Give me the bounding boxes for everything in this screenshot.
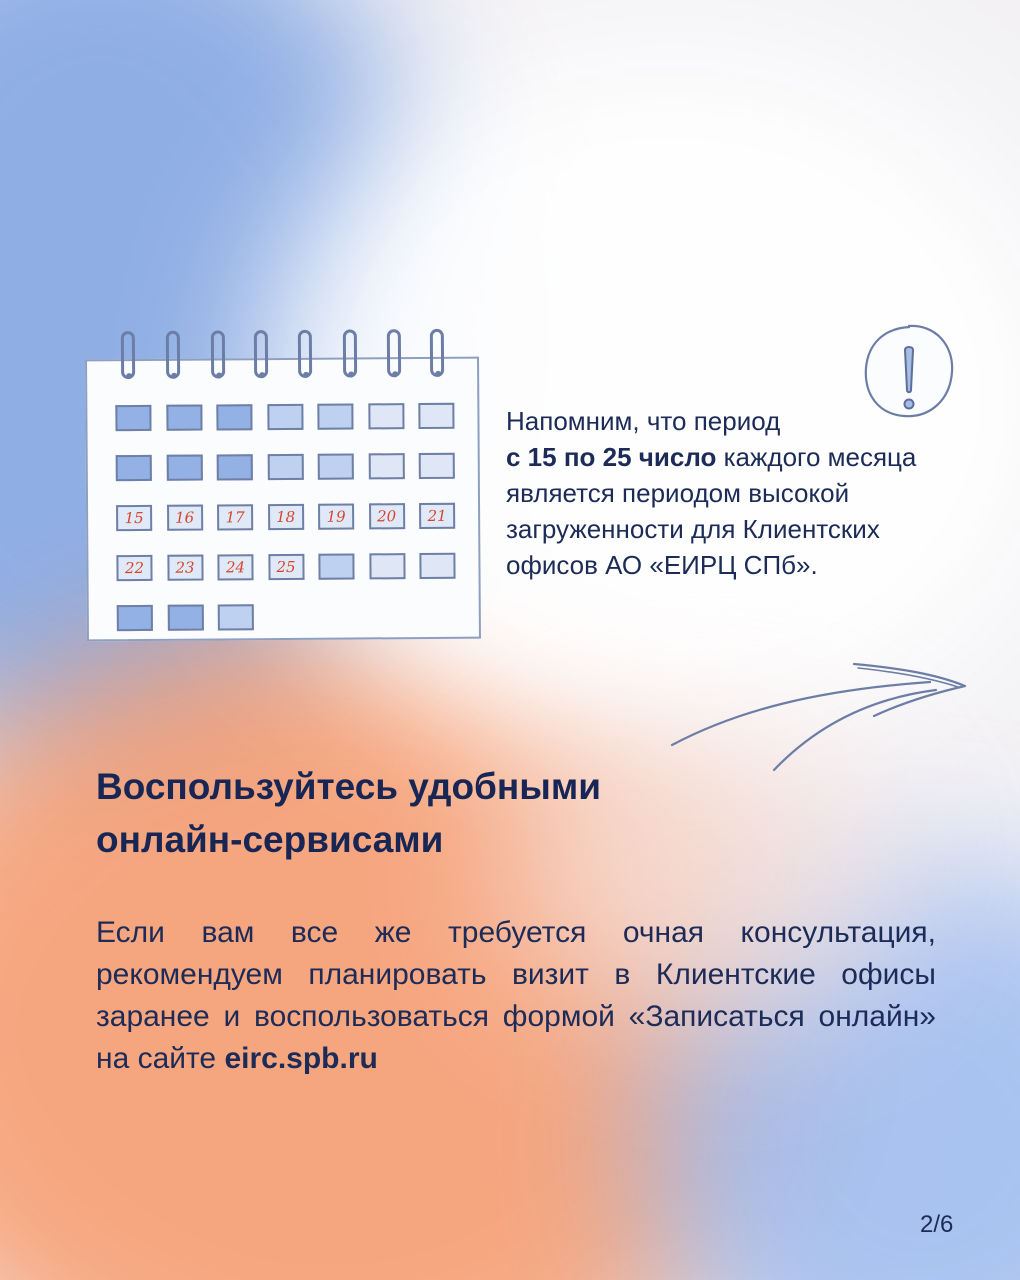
calendar-day-cell — [368, 453, 404, 479]
calendar-day-23: 23 — [167, 555, 203, 581]
calendar-day-16: 16 — [167, 505, 203, 531]
heading-line1: Воспользуйтесь удобными — [96, 766, 601, 807]
calendar-day-cell — [318, 454, 354, 480]
body-paragraph — [96, 912, 936, 1080]
calendar-day-24: 24 — [217, 554, 253, 580]
calendar-day-cell — [317, 404, 353, 430]
calendar-day-cell — [116, 455, 152, 481]
body-text: Если вам все же требуется очная консультация, рекомендуем планировать визит в Клиентские офисы заранее и воспользоваться формой «Записаться онлайн» на сайте — [96, 916, 936, 1075]
calendar-day-20: 20 — [369, 503, 405, 529]
arrow-icon — [668, 652, 973, 777]
notice-line1: Напомним, что период — [506, 406, 781, 436]
calendar-day-17: 17 — [217, 504, 253, 530]
page-indicator: 2/6 — [920, 1211, 954, 1238]
calendar-day-cell — [217, 454, 253, 480]
calendar-day-22: 22 — [116, 555, 152, 581]
notice-bold-period: с 15 по 25 число — [506, 442, 717, 472]
calendar-day-cell — [216, 404, 252, 430]
calendar-day-21: 21 — [419, 503, 455, 529]
calendar-day-cell — [115, 405, 151, 431]
calendar-day-cell — [267, 404, 303, 430]
notice-text — [506, 403, 946, 583]
calendar-day-25: 25 — [268, 554, 304, 580]
calendar-day-cell — [117, 605, 153, 631]
calendar-day-cell — [368, 403, 404, 429]
calendar-day-cell — [419, 553, 455, 579]
calendar-day-cell — [166, 405, 202, 431]
calendar-day-15: 15 — [116, 505, 152, 531]
heading-line2: онлайн-сервисами — [96, 819, 444, 860]
notice-rest: каждого месяца является периодом высокой загруженности для Клиентских офисов АО «ЕИРЦ СПб». — [506, 442, 917, 580]
calendar-day-cell — [418, 403, 454, 429]
calendar-grid — [115, 403, 456, 633]
calendar-day-18: 18 — [268, 504, 304, 530]
page-heading — [96, 760, 736, 866]
calendar-day-cell — [318, 554, 354, 580]
calendar-day-cell — [166, 455, 202, 481]
calendar-day-cell — [167, 605, 203, 631]
calendar-day-19: 19 — [318, 504, 354, 530]
calendar-day-cell — [419, 453, 455, 479]
calendar-day-cell — [267, 454, 303, 480]
calendar-icon — [85, 357, 481, 642]
calendar-day-cell — [218, 604, 254, 630]
calendar-day-cell — [369, 553, 405, 579]
site-link[interactable]: eirc.spb.ru — [224, 1042, 378, 1075]
